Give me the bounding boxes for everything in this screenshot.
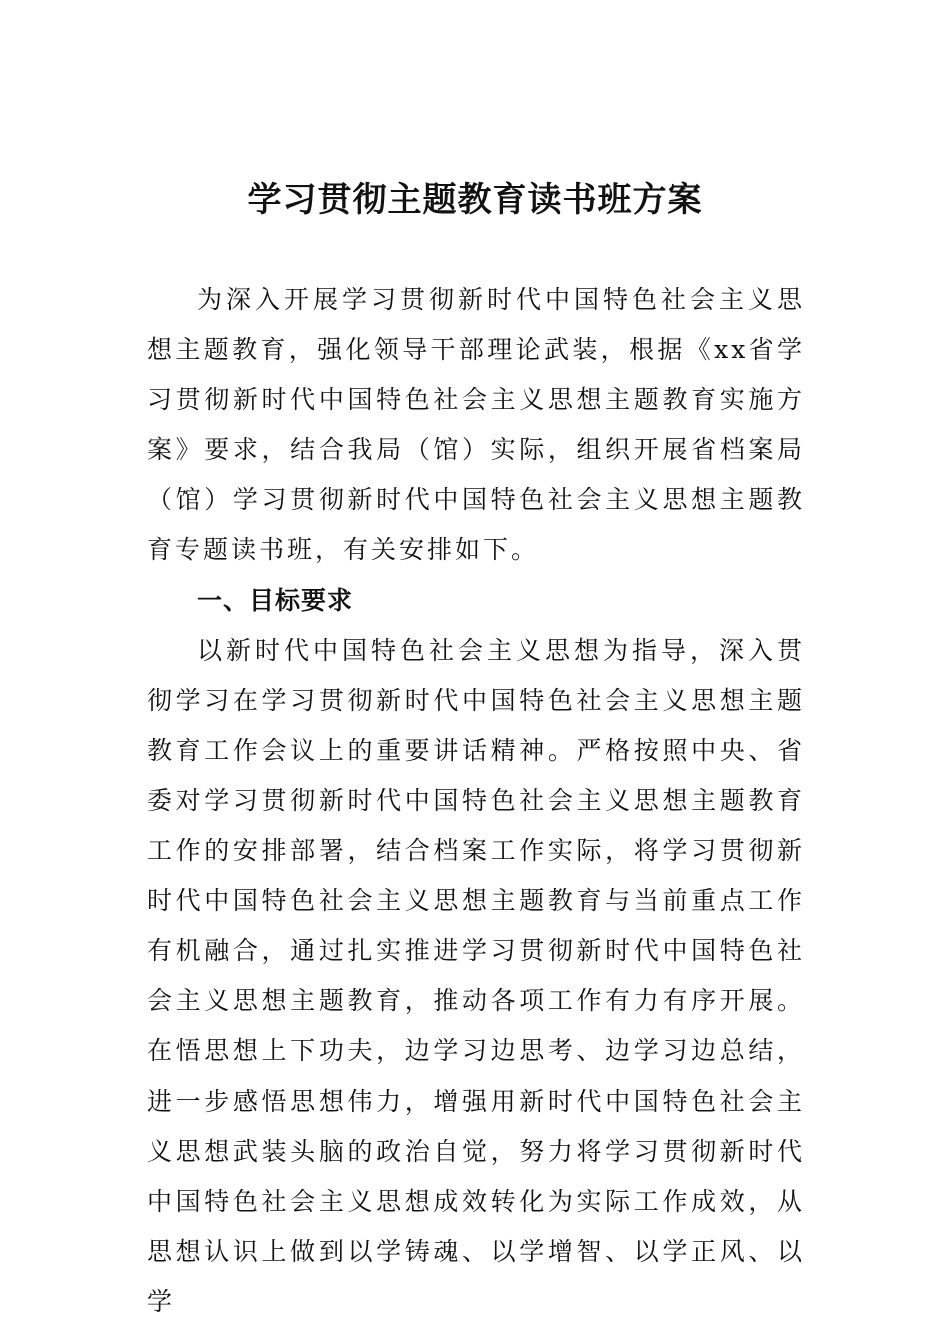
document-title: 学习贯彻主题教育读书班方案 — [247, 180, 703, 220]
section-heading-objectives: 一、目标要求 — [197, 585, 354, 615]
document-body — [147, 275, 805, 1327]
objectives-paragraph: 以新时代中国特色社会主义思想为指导，深入贯彻学习在学习贯彻新时代中国特色社会主义思想主题教育工作会议上的重要讲话精神。严格按照中央、省委对学习贯彻新时代中国特色社会主义思想主题教育工作的安排部署，结合档案工作实际，将学习贯彻新时代中国特色社会主义思想主题教育与当前重点工作有机融合，通过扎实推进学习贯彻新时代中国特色社会主义思想主题教育，推动各项工作有力有序开展。在悟思想上下功夫，边学习边思考、边学习边总结，进一步感悟思想伟力，增强用新时代中国特色社会主义思想武装头脑的政治自觉，努力将学习贯彻新时代中国特色社会主义思想成效转化为实际工作成效，从思想认识上做到以学铸魂、以学增智、以学正风、以学 — [147, 635, 805, 1316]
intro-paragraph: 为深入开展学习贯彻新时代中国特色社会主义思想主题教育，强化领导干部理论武装，根据《xx省学习贯彻新时代中国特色社会主义思想主题教育实施方案》要求，结合我局（馆）实际，组织开展省档案局（馆）学习贯彻新时代中国特色社会主义思想主题教育专题读书班，有关安排如下。 — [147, 285, 805, 565]
